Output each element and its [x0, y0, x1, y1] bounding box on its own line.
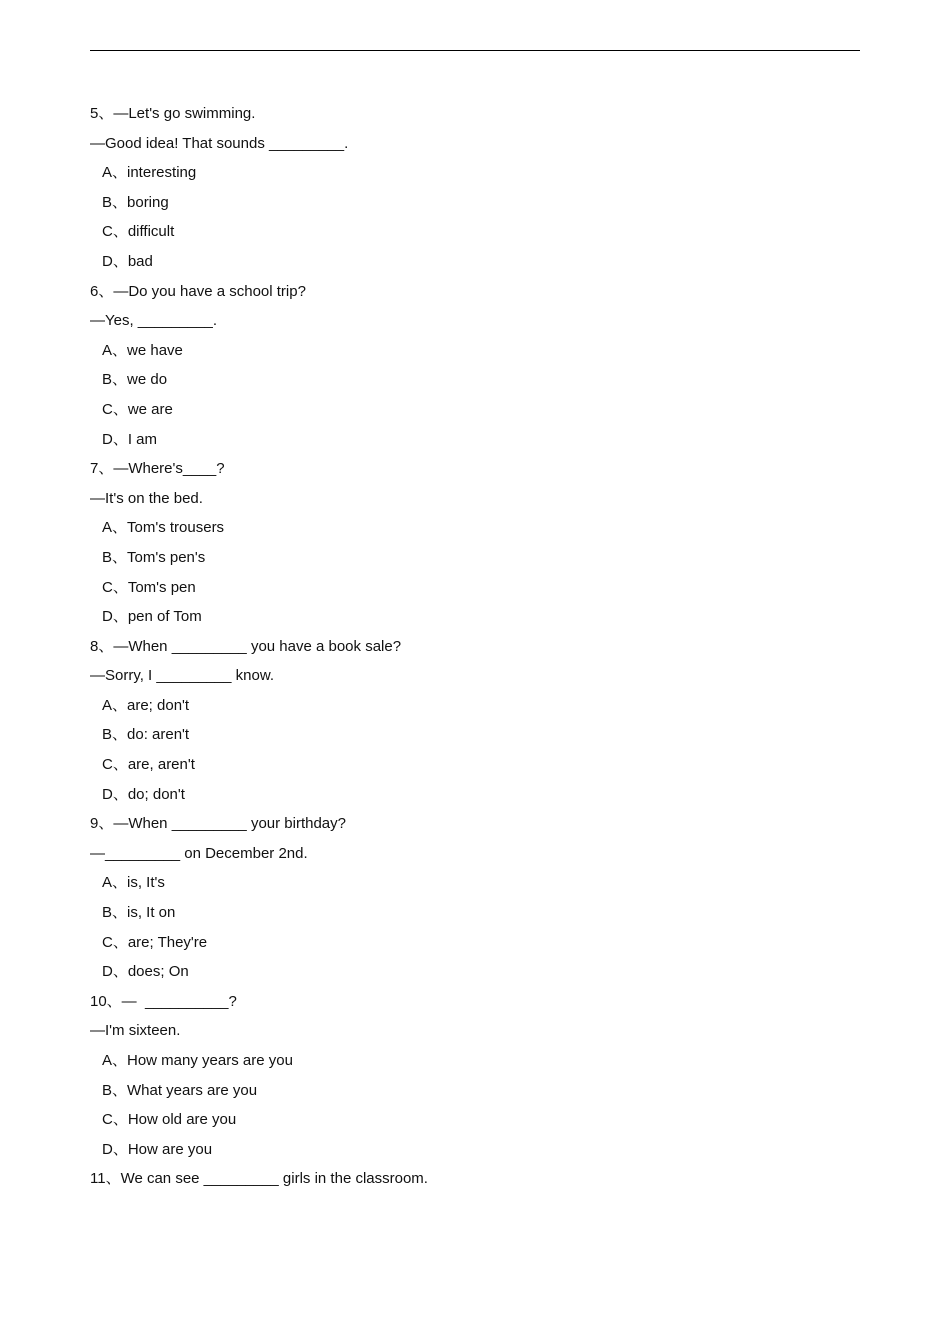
option-a: A、interesting — [102, 164, 197, 182]
question-stem: 11、We can see _________ girls in the classroom. — [90, 1170, 428, 1188]
option-b: B、is, It on — [102, 904, 176, 922]
option-c: C、we are — [102, 400, 173, 418]
option-b: B、we do — [102, 371, 168, 389]
question-reply: —Yes, _________. — [90, 312, 218, 330]
option-b: B、boring — [102, 193, 169, 211]
header-rule — [90, 50, 860, 51]
question-8 — [90, 632, 860, 810]
question-stem: 10、— __________? — [90, 992, 237, 1010]
option-a: A、is, It's — [102, 874, 165, 892]
option-d: D、bad — [102, 252, 153, 270]
question-reply: —I'm sixteen. — [90, 1022, 181, 1040]
question-stem: 7、—Where's____? — [90, 460, 225, 478]
option-c: C、How old are you — [102, 1111, 237, 1129]
question-6 — [90, 277, 860, 455]
option-a: A、Tom's trousers — [102, 519, 225, 537]
question-11 — [90, 1164, 860, 1194]
question-list — [90, 99, 860, 1194]
question-stem: 5、—Let's go swimming. — [90, 105, 256, 122]
question-7 — [90, 454, 860, 632]
question-stem: 6、—Do you have a school trip? — [90, 282, 306, 300]
option-d: D、How are you — [102, 1140, 213, 1158]
option-c: C、Tom's pen — [102, 578, 196, 596]
question-reply: —Sorry, I _________ know. — [90, 667, 274, 685]
option-d: D、do; don't — [102, 785, 185, 803]
option-d: D、does; On — [102, 963, 189, 981]
option-b: B、do: aren't — [102, 726, 190, 744]
option-c: C、are, aren't — [102, 756, 195, 774]
question-reply: —_________ on December 2nd. — [90, 844, 308, 862]
question-reply: —It's on the bed. — [90, 489, 203, 507]
option-a: A、are; don't — [102, 696, 190, 714]
option-c: C、are; They're — [102, 933, 208, 951]
option-a: A、How many years are you — [102, 1052, 293, 1069]
question-10 — [90, 987, 860, 1165]
question-stem: 9、—When _________ your birthday? — [90, 815, 346, 833]
option-b: B、Tom's pen's — [102, 548, 206, 566]
question-reply: —Good idea! That sounds _________. — [90, 134, 349, 152]
option-c: C、difficult — [102, 223, 175, 241]
option-a: A、we have — [102, 341, 183, 359]
question-9 — [90, 809, 860, 987]
question-stem: 8、—When _________ you have a book sale? — [90, 637, 402, 655]
option-d: D、I am — [102, 430, 158, 448]
option-d: D、pen of Tom — [102, 608, 202, 626]
option-b: B、What years are you — [102, 1081, 258, 1099]
question-5 — [90, 99, 860, 277]
